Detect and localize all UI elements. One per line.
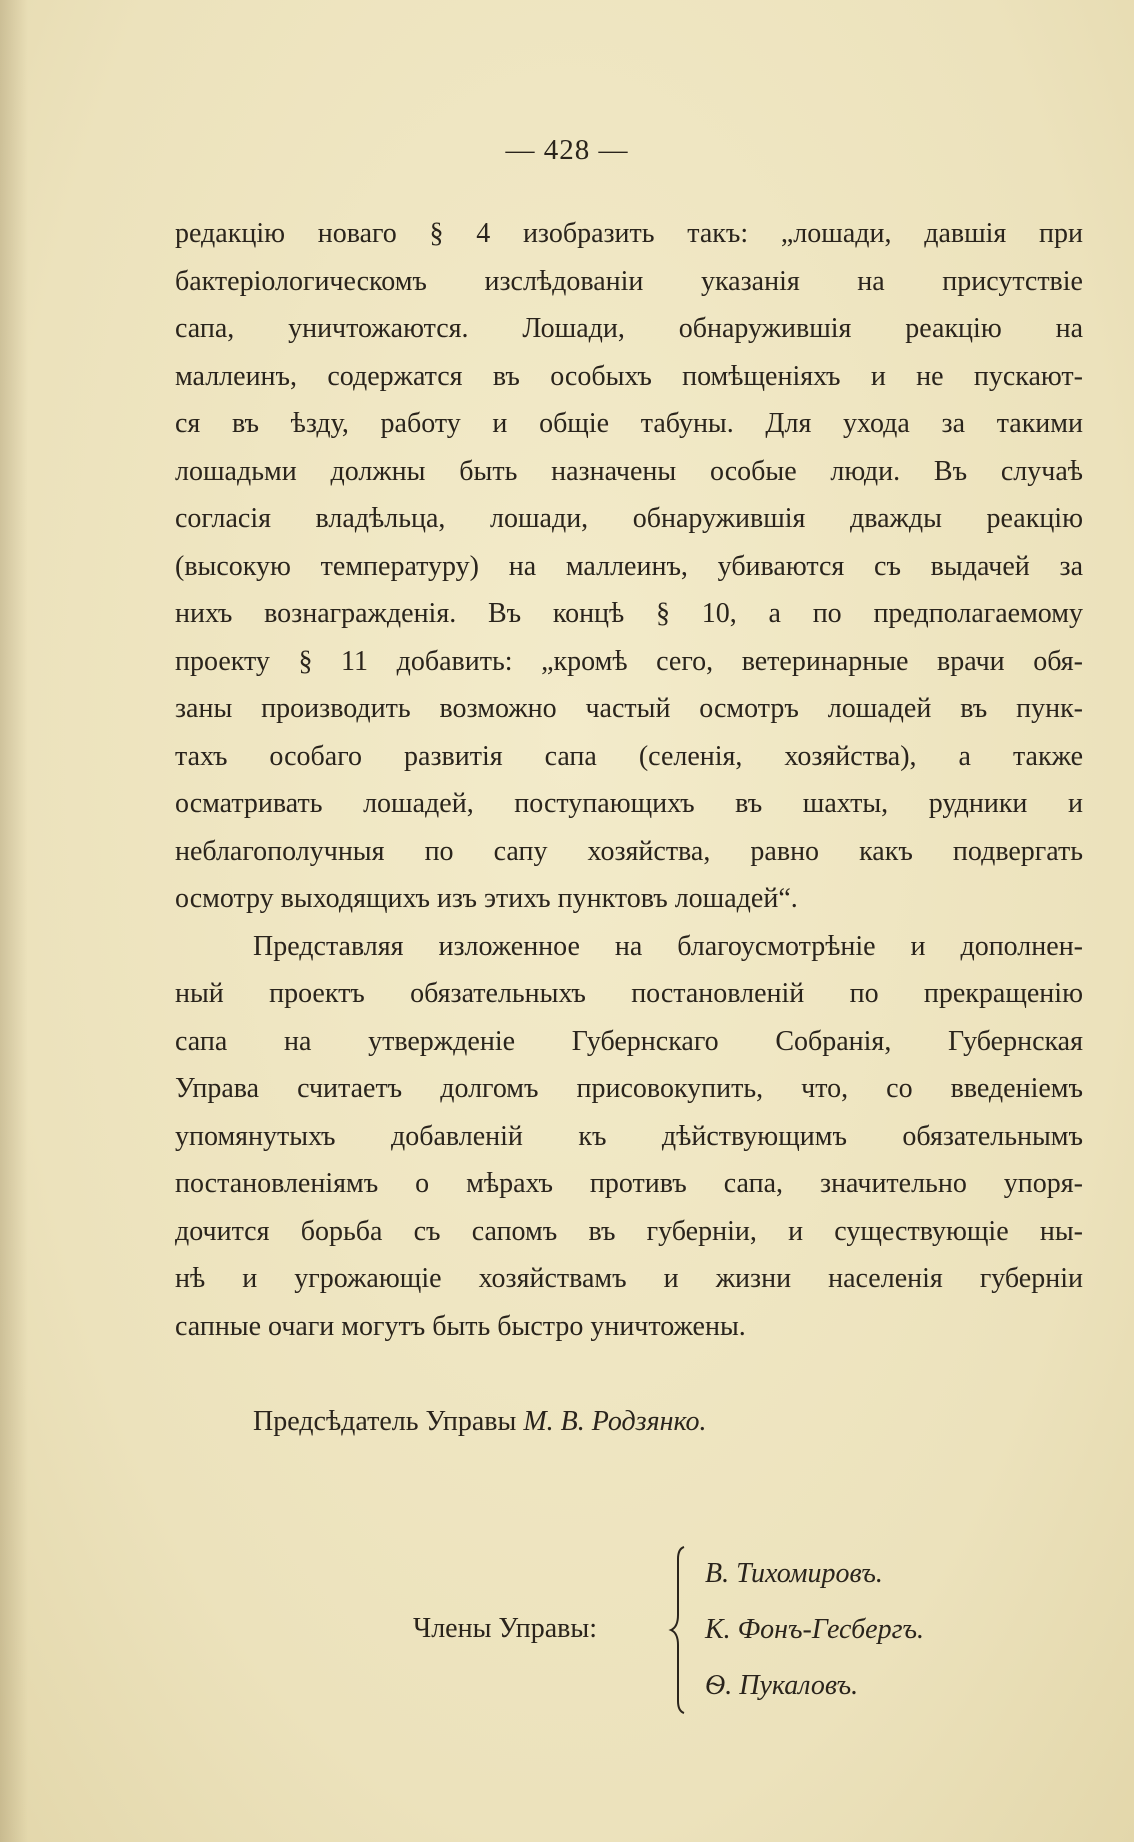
paragraph-2 — [175, 923, 1083, 1351]
member-name: В. Тихомировъ. — [705, 1558, 883, 1589]
page-number: — 428 — — [505, 134, 629, 166]
member-name: Ѳ. Пукаловъ. — [705, 1670, 859, 1701]
member-name: К. Фонъ-Гесбергъ. — [705, 1614, 925, 1645]
text-line: ся въ ѣзду, работу и общіе табуны. Для ухода за такими — [175, 408, 1083, 439]
text-line: проекту § 11 добавить: „кромѣ сего, ветеринарные врачи обя- — [175, 645, 1083, 677]
chairman-signature — [253, 1398, 707, 1445]
paragraph-1 — [175, 210, 1083, 923]
curly-brace — [668, 1545, 690, 1715]
text-line: дочится борьба съ сапомъ въ губерніи, и существующіе ны- — [175, 1215, 1083, 1247]
body-text — [175, 210, 1083, 1350]
members-list — [705, 1546, 924, 1714]
chairman-name: М. В. Родзянко. — [523, 1406, 707, 1437]
text-line: (высокую температуру) на маллеинъ, убиваются съ выдачей за — [175, 550, 1083, 582]
members-label: Члены Управы: — [413, 1613, 597, 1644]
text-line: заны производить возможно частый осмотръ лошадей въ пунк- — [175, 693, 1083, 724]
text-line: упомянутыхъ добавленій къ дѣйствующимъ обязательнымъ — [175, 1120, 1083, 1152]
text-line: осматривать лошадей, поступающихъ въ шахты, рудники и — [175, 788, 1083, 819]
text-line: ный проектъ обязательныхъ постановленій по прекращенію — [175, 978, 1083, 1009]
text-line: согласія владѣльца, лошади, обнаружившія дважды реакцію — [175, 503, 1083, 534]
text-line: неблагополучныя по сапу хозяйства, равно какъ подвергать — [175, 835, 1083, 867]
text-line: бактеріологическомъ изслѣдованіи указанія на присутствіе — [175, 265, 1083, 297]
chairman-title: Предсѣдатель Управы — [253, 1406, 517, 1437]
text-line: Представляя изложенное на благоусмотрѣніе и дополнен- — [253, 930, 1083, 962]
text-line: осмотру выходящихъ изъ этихъ пунктовъ лошадей“. — [175, 883, 798, 914]
text-line: сапа на утвержденіе Губернскаго Собранія, Губернская — [175, 1025, 1083, 1057]
text-line: лошадьми должны быть назначены особые люди. Въ случаѣ — [175, 455, 1083, 487]
text-line: нихъ вознагражденія. Въ концѣ § 10, а по предполагаемому — [175, 598, 1083, 629]
text-line: сапа, уничтожаются. Лошади, обнаружившія реакцію на — [175, 313, 1083, 344]
text-line: Управа считаетъ долгомъ присовокупить, что, со введеніемъ — [175, 1073, 1083, 1104]
text-line: нѣ и угрожающіе хозяйствамъ и жизни населенія губерніи — [175, 1263, 1083, 1294]
text-line: редакцію новаго § 4 изобразить такъ: „лошади, давшія при — [175, 218, 1083, 249]
text-line: тахъ особаго развитія сапа (селенія, хозяйства), а также — [175, 740, 1083, 772]
text-line: сапные очаги могутъ быть быстро уничтожены. — [175, 1310, 746, 1342]
page-edge-shadow — [0, 0, 28, 1842]
text-line: постановленіямъ о мѣрахъ противъ сапа, значительно упоря- — [175, 1168, 1083, 1199]
text-line: маллеинъ, содержатся въ особыхъ помѣщеніяхъ и не пускают- — [175, 360, 1083, 392]
